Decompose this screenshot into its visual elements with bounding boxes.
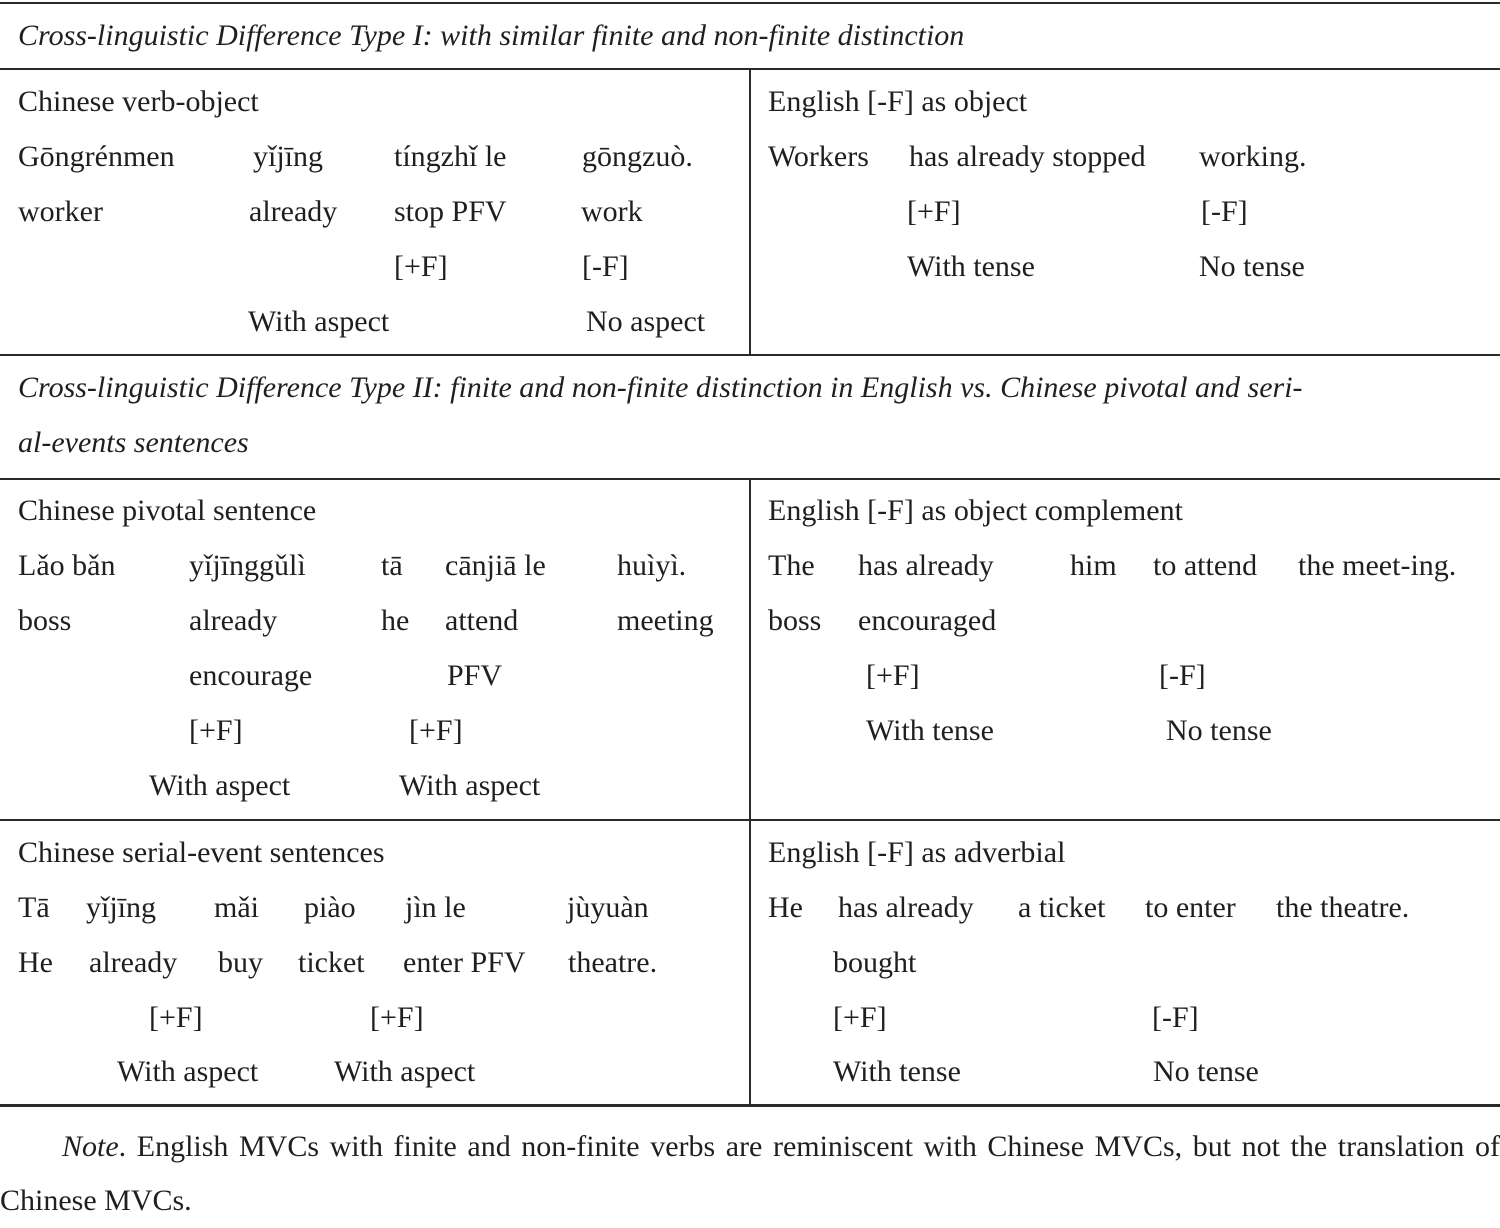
finiteness-marker: [-F] xyxy=(1159,659,1206,692)
gloss-word: encouraged xyxy=(858,604,997,637)
gloss-word: piào xyxy=(304,891,356,924)
section2-column-divider xyxy=(749,480,751,1105)
finiteness-marker: [+F] xyxy=(907,195,961,228)
table-note xyxy=(0,1120,1500,1228)
gloss-word: theatre. xyxy=(568,946,658,979)
gloss-word: encourage xyxy=(189,659,313,692)
english-adverbial-title: English [-F] as adverbial xyxy=(768,836,1066,869)
gloss-word: mǎi xyxy=(214,891,259,924)
gloss-word: bought xyxy=(833,946,917,979)
english-object-complement-title: English [-F] as object complement xyxy=(768,494,1183,527)
gloss-word: He xyxy=(768,891,803,924)
gloss-word: cānjiā le xyxy=(445,549,546,582)
gloss-word: has already xyxy=(838,891,974,924)
feature-label: With tense xyxy=(907,250,1035,283)
gloss-word: PFV xyxy=(447,659,503,692)
feature-label: With aspect xyxy=(399,769,541,802)
section1-column-divider xyxy=(749,70,751,354)
feature-label: With aspect xyxy=(117,1055,259,1088)
feature-label: With aspect xyxy=(149,769,291,802)
gloss-word: boss xyxy=(18,604,72,637)
gloss-word: huìyì. xyxy=(617,549,687,582)
gloss-word: he xyxy=(381,604,410,637)
feature-label: With aspect xyxy=(248,305,390,338)
finiteness-marker: [-F] xyxy=(1201,195,1248,228)
gloss-word: meeting xyxy=(617,604,714,637)
section2-rule xyxy=(0,354,1500,356)
gloss-word: ticket xyxy=(298,946,365,979)
gloss-word: Tā xyxy=(18,891,50,924)
finiteness-marker: [-F] xyxy=(1152,1001,1199,1034)
finiteness-marker: [+F] xyxy=(189,714,243,747)
gloss-word: jùyuàn xyxy=(567,891,649,924)
gloss-word: already xyxy=(189,604,278,637)
gloss-word: working. xyxy=(1199,140,1307,173)
gloss-word: has already xyxy=(858,549,994,582)
section2-heading-line2: al-events sentences xyxy=(18,426,249,459)
gloss-word: Gōngrénmen xyxy=(18,140,175,173)
gloss-word: He xyxy=(18,946,53,979)
gloss-word: jìn le xyxy=(405,891,466,924)
gloss-word: tíngzhǐ le xyxy=(394,140,507,173)
note-label: Note xyxy=(62,1130,119,1163)
gloss-word: a ticket xyxy=(1018,891,1106,924)
feature-label: No tense xyxy=(1153,1055,1259,1088)
finiteness-marker: [+F] xyxy=(149,1001,203,1034)
gloss-word: to attend xyxy=(1153,549,1258,582)
gloss-word: already xyxy=(249,195,338,228)
feature-label: With aspect xyxy=(334,1055,476,1088)
gloss-word: gōngzuò. xyxy=(582,140,693,173)
gloss-word: the meet-ing. xyxy=(1298,549,1457,582)
gloss-word: enter PFV xyxy=(403,946,526,979)
feature-label: No tense xyxy=(1166,714,1272,747)
gloss-word: yǐjīnggǔlì xyxy=(189,549,306,582)
english-object-title: English [-F] as object xyxy=(768,85,1028,118)
gloss-word: the theatre. xyxy=(1276,891,1410,924)
section2-heading-line1: Cross-linguistic Difference Type II: finite and non-finite distinction in English vs. Chinese pivotal and seri- xyxy=(18,371,1303,404)
finiteness-marker: [-F] xyxy=(582,250,629,283)
finiteness-marker: [+F] xyxy=(866,659,920,692)
chinese-serial-event-title: Chinese serial-event sentences xyxy=(18,836,385,869)
finiteness-marker: [+F] xyxy=(409,714,463,747)
finiteness-marker: [+F] xyxy=(833,1001,887,1034)
chinese-verb-object-title: Chinese verb-object xyxy=(18,85,259,118)
section1-heading: Cross-linguistic Difference Type I: with similar finite and non-finite distinction xyxy=(18,19,965,52)
gloss-word: Workers xyxy=(768,140,869,173)
gloss-word: tā xyxy=(381,549,403,582)
feature-label: No tense xyxy=(1199,250,1305,283)
chinese-pivotal-title: Chinese pivotal sentence xyxy=(18,494,317,527)
gloss-word: has already stopped xyxy=(909,140,1146,173)
gloss-word: The xyxy=(768,549,815,582)
finiteness-marker: [+F] xyxy=(394,250,448,283)
gloss-word: buy xyxy=(218,946,263,979)
gloss-word: stop PFV xyxy=(394,195,507,228)
gloss-word: boss xyxy=(768,604,822,637)
gloss-word: yǐjīng xyxy=(253,140,324,173)
gloss-word: worker xyxy=(18,195,103,228)
finiteness-marker: [+F] xyxy=(370,1001,424,1034)
gloss-word: him xyxy=(1070,549,1117,582)
note-text: . English MVCs with finite and non-finite verbs are reminiscent with Chinese MVCs, but not the translation of Chinese MVCs. xyxy=(0,1130,1500,1217)
gloss-word: Lǎo bǎn xyxy=(18,549,116,582)
gloss-word: yǐjīng xyxy=(86,891,157,924)
gloss-word: work xyxy=(581,195,643,228)
table-top-rule xyxy=(0,2,1500,4)
feature-label: With tense xyxy=(833,1055,961,1088)
gloss-word: to enter xyxy=(1145,891,1236,924)
gloss-word: attend xyxy=(445,604,519,637)
feature-label: No aspect xyxy=(586,305,706,338)
feature-label: With tense xyxy=(866,714,994,747)
gloss-word: already xyxy=(89,946,178,979)
